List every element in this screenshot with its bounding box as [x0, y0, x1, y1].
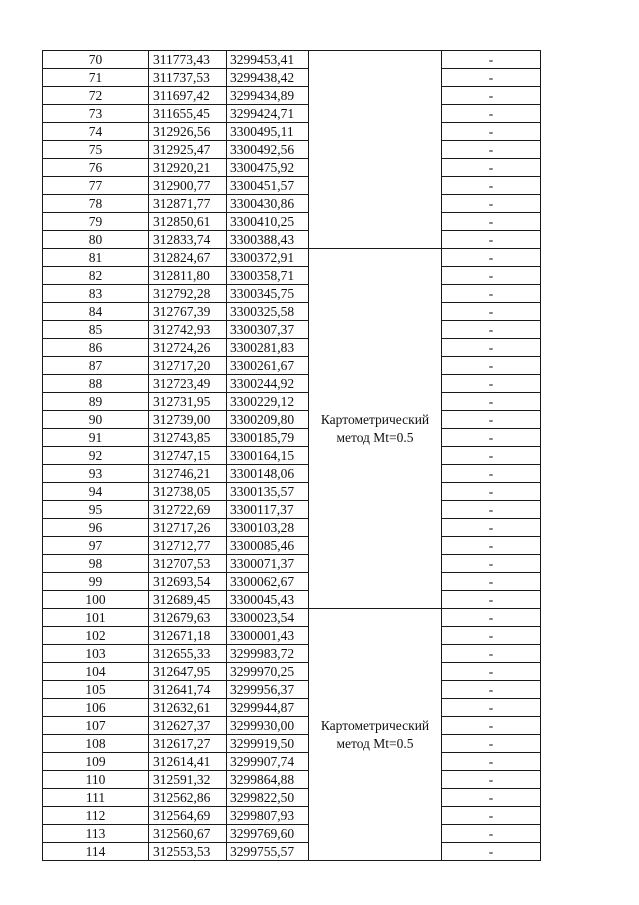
point-number-cell: 91 — [43, 429, 149, 447]
point-number-cell: 70 — [43, 51, 149, 69]
dash-cell: - — [442, 591, 541, 609]
dash-cell: - — [442, 501, 541, 519]
x-coordinate-cell: 312641,74 — [149, 681, 227, 699]
x-coordinate-cell: 312850,61 — [149, 213, 227, 231]
dash-cell: - — [442, 573, 541, 591]
table-row — [43, 69, 541, 87]
y-coordinate-cell: 3299930,00 — [227, 717, 309, 735]
point-number-cell: 74 — [43, 123, 149, 141]
point-number-cell: 89 — [43, 393, 149, 411]
table-row — [43, 177, 541, 195]
table-row — [43, 465, 541, 483]
y-coordinate-cell: 3299956,37 — [227, 681, 309, 699]
table-row — [43, 627, 541, 645]
y-coordinate-cell: 3300372,91 — [227, 249, 309, 267]
point-number-cell: 109 — [43, 753, 149, 771]
point-number-cell: 106 — [43, 699, 149, 717]
x-coordinate-cell: 312926,56 — [149, 123, 227, 141]
point-number-cell: 108 — [43, 735, 149, 753]
x-coordinate-cell: 312717,20 — [149, 357, 227, 375]
point-number-cell: 90 — [43, 411, 149, 429]
dash-cell: - — [442, 519, 541, 537]
table-row — [43, 357, 541, 375]
table-row — [43, 321, 541, 339]
dash-cell: - — [442, 483, 541, 501]
x-coordinate-cell: 311655,45 — [149, 105, 227, 123]
point-number-cell: 81 — [43, 249, 149, 267]
point-number-cell: 96 — [43, 519, 149, 537]
point-number-cell: 99 — [43, 573, 149, 591]
point-number-cell: 107 — [43, 717, 149, 735]
x-coordinate-cell: 312746,21 — [149, 465, 227, 483]
x-coordinate-cell: 312724,26 — [149, 339, 227, 357]
dash-cell: - — [442, 285, 541, 303]
dash-cell: - — [442, 825, 541, 843]
x-coordinate-cell: 312731,95 — [149, 393, 227, 411]
x-coordinate-cell: 312747,15 — [149, 447, 227, 465]
y-coordinate-cell: 3299983,72 — [227, 645, 309, 663]
x-coordinate-cell: 312627,37 — [149, 717, 227, 735]
x-coordinate-cell: 312564,69 — [149, 807, 227, 825]
y-coordinate-cell: 3300451,57 — [227, 177, 309, 195]
dash-cell: - — [442, 231, 541, 249]
y-coordinate-cell: 3299919,50 — [227, 735, 309, 753]
dash-cell: - — [442, 87, 541, 105]
table-row — [43, 753, 541, 771]
table-row — [43, 447, 541, 465]
x-coordinate-cell: 312833,74 — [149, 231, 227, 249]
y-coordinate-cell: 3299907,74 — [227, 753, 309, 771]
coordinates-table-body — [43, 51, 541, 861]
dash-cell: - — [442, 195, 541, 213]
x-coordinate-cell: 312689,45 — [149, 591, 227, 609]
dash-cell: - — [442, 753, 541, 771]
point-number-cell: 82 — [43, 267, 149, 285]
dash-cell: - — [442, 447, 541, 465]
table-row — [43, 789, 541, 807]
y-coordinate-cell: 3300045,43 — [227, 591, 309, 609]
y-coordinate-cell: 3300062,67 — [227, 573, 309, 591]
x-coordinate-cell: 311697,42 — [149, 87, 227, 105]
y-coordinate-cell: 3300307,37 — [227, 321, 309, 339]
table-row — [43, 51, 541, 69]
y-coordinate-cell: 3300388,43 — [227, 231, 309, 249]
y-coordinate-cell: 3299755,57 — [227, 843, 309, 861]
dash-cell: - — [442, 699, 541, 717]
dash-cell: - — [442, 375, 541, 393]
dash-cell: - — [442, 771, 541, 789]
x-coordinate-cell: 312562,86 — [149, 789, 227, 807]
y-coordinate-cell: 3299424,71 — [227, 105, 309, 123]
point-number-cell: 113 — [43, 825, 149, 843]
x-coordinate-cell: 312560,67 — [149, 825, 227, 843]
table-row — [43, 393, 541, 411]
point-number-cell: 97 — [43, 537, 149, 555]
table-row — [43, 609, 541, 627]
table-row — [43, 501, 541, 519]
dash-cell: - — [442, 51, 541, 69]
dash-cell: - — [442, 735, 541, 753]
x-coordinate-cell: 312614,41 — [149, 753, 227, 771]
y-coordinate-cell: 3300492,56 — [227, 141, 309, 159]
x-coordinate-cell: 312900,77 — [149, 177, 227, 195]
table-row — [43, 159, 541, 177]
dash-cell: - — [442, 681, 541, 699]
x-coordinate-cell: 312712,77 — [149, 537, 227, 555]
x-coordinate-cell: 312742,93 — [149, 321, 227, 339]
table-row — [43, 555, 541, 573]
table-row — [43, 483, 541, 501]
y-coordinate-cell: 3300430,86 — [227, 195, 309, 213]
x-coordinate-cell: 312723,49 — [149, 375, 227, 393]
table-row — [43, 825, 541, 843]
x-coordinate-cell: 311737,53 — [149, 69, 227, 87]
x-coordinate-cell: 312811,80 — [149, 267, 227, 285]
y-coordinate-cell: 3300358,71 — [227, 267, 309, 285]
dash-cell: - — [442, 69, 541, 87]
dash-cell: - — [442, 339, 541, 357]
dash-cell: - — [442, 429, 541, 447]
point-number-cell: 95 — [43, 501, 149, 519]
y-coordinate-cell: 3300117,37 — [227, 501, 309, 519]
table-row — [43, 267, 541, 285]
x-coordinate-cell: 312591,32 — [149, 771, 227, 789]
y-coordinate-cell: 3299970,25 — [227, 663, 309, 681]
x-coordinate-cell: 312632,61 — [149, 699, 227, 717]
point-number-cell: 77 — [43, 177, 149, 195]
dash-cell: - — [442, 141, 541, 159]
table-row — [43, 213, 541, 231]
y-coordinate-cell: 3299434,89 — [227, 87, 309, 105]
x-coordinate-cell: 312871,77 — [149, 195, 227, 213]
table-row — [43, 87, 541, 105]
dash-cell: - — [442, 465, 541, 483]
dash-cell: - — [442, 807, 541, 825]
point-number-cell: 92 — [43, 447, 149, 465]
y-coordinate-cell: 3299807,93 — [227, 807, 309, 825]
y-coordinate-cell: 3300023,54 — [227, 609, 309, 627]
dash-cell: - — [442, 321, 541, 339]
table-row — [43, 537, 541, 555]
dash-cell: - — [442, 789, 541, 807]
table-row — [43, 573, 541, 591]
x-coordinate-cell: 312655,33 — [149, 645, 227, 663]
x-coordinate-cell: 312671,18 — [149, 627, 227, 645]
point-number-cell: 103 — [43, 645, 149, 663]
dash-cell: - — [442, 213, 541, 231]
dash-cell: - — [442, 267, 541, 285]
dash-cell: - — [442, 663, 541, 681]
table-row — [43, 123, 541, 141]
point-number-cell: 84 — [43, 303, 149, 321]
table-row — [43, 195, 541, 213]
dash-cell: - — [442, 249, 541, 267]
table-row — [43, 429, 541, 447]
dash-cell: - — [442, 105, 541, 123]
table-row — [43, 591, 541, 609]
dash-cell: - — [442, 627, 541, 645]
point-number-cell: 88 — [43, 375, 149, 393]
y-coordinate-cell: 3300085,46 — [227, 537, 309, 555]
point-number-cell: 73 — [43, 105, 149, 123]
table-row — [43, 645, 541, 663]
x-coordinate-cell: 312679,63 — [149, 609, 227, 627]
table-row — [43, 519, 541, 537]
dash-cell: - — [442, 645, 541, 663]
point-number-cell: 102 — [43, 627, 149, 645]
y-coordinate-cell: 3299453,41 — [227, 51, 309, 69]
x-coordinate-cell: 312717,26 — [149, 519, 227, 537]
x-coordinate-cell: 312739,00 — [149, 411, 227, 429]
point-number-cell: 85 — [43, 321, 149, 339]
point-number-cell: 87 — [43, 357, 149, 375]
point-number-cell: 105 — [43, 681, 149, 699]
point-number-cell: 78 — [43, 195, 149, 213]
point-number-cell: 94 — [43, 483, 149, 501]
x-coordinate-cell: 312647,95 — [149, 663, 227, 681]
y-coordinate-cell: 3300135,57 — [227, 483, 309, 501]
dash-cell: - — [442, 411, 541, 429]
x-coordinate-cell: 312707,53 — [149, 555, 227, 573]
point-number-cell: 101 — [43, 609, 149, 627]
y-coordinate-cell: 3300410,25 — [227, 213, 309, 231]
coordinates-table — [42, 50, 541, 861]
point-number-cell: 100 — [43, 591, 149, 609]
y-coordinate-cell: 3300325,58 — [227, 303, 309, 321]
dash-cell: - — [442, 537, 541, 555]
table-row — [43, 807, 541, 825]
y-coordinate-cell: 3300345,75 — [227, 285, 309, 303]
table-row — [43, 771, 541, 789]
table-row — [43, 663, 541, 681]
x-coordinate-cell: 312617,27 — [149, 735, 227, 753]
table-row — [43, 105, 541, 123]
point-number-cell: 83 — [43, 285, 149, 303]
dash-cell: - — [442, 303, 541, 321]
table-row — [43, 717, 541, 735]
point-number-cell: 76 — [43, 159, 149, 177]
table-row — [43, 285, 541, 303]
dash-cell: - — [442, 609, 541, 627]
point-number-cell: 110 — [43, 771, 149, 789]
x-coordinate-cell: 312920,21 — [149, 159, 227, 177]
method-cell — [309, 51, 442, 249]
x-coordinate-cell: 312693,54 — [149, 573, 227, 591]
point-number-cell: 111 — [43, 789, 149, 807]
dash-cell: - — [442, 123, 541, 141]
x-coordinate-cell: 312925,47 — [149, 141, 227, 159]
dash-cell: - — [442, 177, 541, 195]
dash-cell: - — [442, 159, 541, 177]
point-number-cell: 112 — [43, 807, 149, 825]
x-coordinate-cell: 312792,28 — [149, 285, 227, 303]
table-row — [43, 681, 541, 699]
y-coordinate-cell: 3299438,42 — [227, 69, 309, 87]
y-coordinate-cell: 3300185,79 — [227, 429, 309, 447]
method-cell: Картометрический метод Mt=0.5 — [309, 609, 442, 861]
method-cell: Картометрический метод Mt=0.5 — [309, 249, 442, 609]
y-coordinate-cell: 3300229,12 — [227, 393, 309, 411]
table-row — [43, 843, 541, 861]
table-row — [43, 735, 541, 753]
point-number-cell: 71 — [43, 69, 149, 87]
point-number-cell: 114 — [43, 843, 149, 861]
point-number-cell: 75 — [43, 141, 149, 159]
point-number-cell: 86 — [43, 339, 149, 357]
x-coordinate-cell: 312738,05 — [149, 483, 227, 501]
x-coordinate-cell: 312722,69 — [149, 501, 227, 519]
y-coordinate-cell: 3300475,92 — [227, 159, 309, 177]
y-coordinate-cell: 3300209,80 — [227, 411, 309, 429]
table-row — [43, 699, 541, 717]
x-coordinate-cell: 312824,67 — [149, 249, 227, 267]
point-number-cell: 72 — [43, 87, 149, 105]
dash-cell: - — [442, 717, 541, 735]
y-coordinate-cell: 3300261,67 — [227, 357, 309, 375]
point-number-cell: 80 — [43, 231, 149, 249]
y-coordinate-cell: 3300244,92 — [227, 375, 309, 393]
y-coordinate-cell: 3299944,87 — [227, 699, 309, 717]
dash-cell: - — [442, 555, 541, 573]
table-row — [43, 375, 541, 393]
table-row — [43, 303, 541, 321]
table-row — [43, 141, 541, 159]
x-coordinate-cell: 312767,39 — [149, 303, 227, 321]
y-coordinate-cell: 3299864,88 — [227, 771, 309, 789]
point-number-cell: 98 — [43, 555, 149, 573]
table-row — [43, 339, 541, 357]
dash-cell: - — [442, 393, 541, 411]
table-row — [43, 231, 541, 249]
y-coordinate-cell: 3300164,15 — [227, 447, 309, 465]
dash-cell: - — [442, 357, 541, 375]
table-row — [43, 411, 541, 429]
y-coordinate-cell: 3300148,06 — [227, 465, 309, 483]
x-coordinate-cell: 312743,85 — [149, 429, 227, 447]
y-coordinate-cell: 3300001,43 — [227, 627, 309, 645]
y-coordinate-cell: 3300071,37 — [227, 555, 309, 573]
table-row — [43, 249, 541, 267]
y-coordinate-cell: 3300103,28 — [227, 519, 309, 537]
dash-cell: - — [442, 843, 541, 861]
y-coordinate-cell: 3300495,11 — [227, 123, 309, 141]
y-coordinate-cell: 3299769,60 — [227, 825, 309, 843]
point-number-cell: 104 — [43, 663, 149, 681]
point-number-cell: 93 — [43, 465, 149, 483]
x-coordinate-cell: 311773,43 — [149, 51, 227, 69]
x-coordinate-cell: 312553,53 — [149, 843, 227, 861]
y-coordinate-cell: 3299822,50 — [227, 789, 309, 807]
point-number-cell: 79 — [43, 213, 149, 231]
y-coordinate-cell: 3300281,83 — [227, 339, 309, 357]
